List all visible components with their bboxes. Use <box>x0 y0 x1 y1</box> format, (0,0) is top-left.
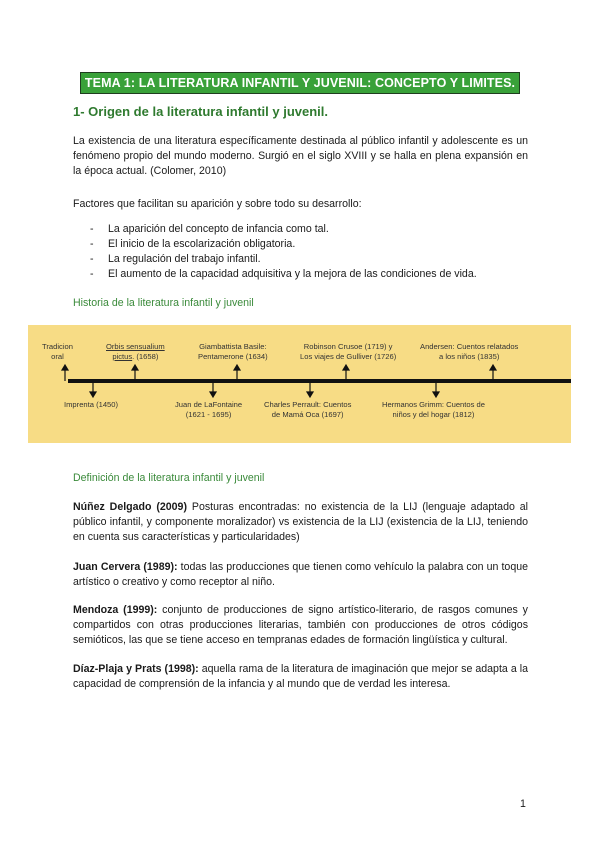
definition-text: todas las producciones que tienen como vehículo la palabra con un toque artístico o creativo y como receptor al niño. <box>73 561 528 588</box>
tick-down-head <box>210 392 216 397</box>
definition-mendoza <box>73 603 528 648</box>
tick-up-head <box>343 365 349 370</box>
definition-diaz-plaja <box>73 662 528 692</box>
event-line: Charles Perrault: Cuentos <box>264 400 352 409</box>
list-item <box>90 222 530 237</box>
event-line: Pentamerone (1634) <box>198 352 268 361</box>
page-number: 1 <box>520 798 526 810</box>
event-line <box>106 352 165 362</box>
section-heading-origen: 1- Origen de la literatura infantil y juvenil. <box>73 104 329 119</box>
definition-text: aquella rama de la literatura de imaginación que mejor se adapta a la capacidad de comprensión de la infancia y al mundo que de verdad les interesa. <box>73 663 528 690</box>
definition-author: Mendoza (1999): <box>73 604 158 616</box>
factor-text: El aumento de la capacidad adquisitiva y la mejora de las condiciones de vida. <box>108 268 477 280</box>
event-line: oral <box>51 352 64 361</box>
timeline-event-lafontaine <box>175 400 242 420</box>
tick-down-head <box>433 392 439 397</box>
intro-paragraph: La existencia de una literatura específicamente destinada al público infantil y adolescente es un fenómeno propio del mundo moderno. Surgió en el siglo XVIII y se halla en plena expansión en la época actual. (Colomer, 2010) <box>73 135 528 177</box>
definition-author: Juan Cervera (1989): <box>73 561 178 573</box>
list-marker: - <box>90 253 94 265</box>
event-line: de Mamá Oca (1697) <box>271 410 344 419</box>
list-marker: - <box>90 268 94 280</box>
definition-author: Núñez Delgado (2009) <box>73 501 187 513</box>
event-line: Robinson Crusoe (1719) y <box>303 342 393 351</box>
event-line: Imprenta (1450) <box>64 400 119 409</box>
factors-intro: Factores que facilitan su aparición y sobre todo su desarrollo: <box>73 198 362 210</box>
list-marker: - <box>90 238 94 250</box>
timeline-event-basile <box>198 342 268 362</box>
event-line: niños y del hogar (1812) <box>392 410 475 419</box>
factor-text: El inicio de la escolarización obligatoria. <box>108 238 296 250</box>
event-line-part: . (1658) <box>132 352 159 361</box>
event-line: a los niños (1835) <box>438 352 500 361</box>
definition-heading: Definición de la literatura infantil y juvenil <box>73 472 265 484</box>
factor-text: La regulación del trabajo infantil. <box>108 253 261 265</box>
title-wrap <box>0 72 600 94</box>
definition-author: Díaz-Plaja y Prats (1998): <box>73 663 199 675</box>
list-item <box>90 237 530 252</box>
history-timeline <box>28 325 571 443</box>
factors-list <box>90 222 530 282</box>
list-item <box>90 267 530 282</box>
timeline-event-grimm <box>382 400 485 420</box>
timeline-event-orbis <box>106 342 165 362</box>
tick-up-head <box>490 365 496 370</box>
event-line: Hermanos Grimm: Cuentos de <box>382 400 485 409</box>
definition-cervera <box>73 560 528 590</box>
timeline-event-imprenta <box>64 400 118 410</box>
definition-nunez <box>73 500 528 545</box>
history-heading: Historia de la literatura infantil y juvenil <box>73 297 254 309</box>
tick-down-head <box>90 392 96 397</box>
timeline-event-tradicion <box>42 342 73 362</box>
timeline-event-robinson <box>300 342 396 362</box>
timeline-event-perrault <box>264 400 351 420</box>
definition-text: Posturas encontradas: no existencia de la LIJ (lenguaje adaptado al público infantil, y componente moralizador) vs existencia de la LIJ (existencia de la LIJ, teniendo en cuenta sus características y particularidades) <box>73 501 528 543</box>
factor-text: La aparición del concepto de infancia como tal. <box>108 223 329 235</box>
document-title: TEMA 1: LA LITERATURA INFANTIL Y JUVENIL: CONCEPTO Y LIMITES. <box>80 72 520 94</box>
tick-up-head <box>234 365 240 370</box>
event-line: Giambattista Basile: <box>199 342 267 351</box>
tick-up-head <box>132 365 138 370</box>
list-marker: - <box>90 223 94 235</box>
timeline-event-andersen <box>420 342 518 362</box>
tick-down-head <box>307 392 313 397</box>
tick-up-head <box>62 365 68 370</box>
event-line: Orbis sensualium <box>106 342 165 351</box>
event-line-part: pictus <box>112 352 133 361</box>
event-line: Andersen: Cuentos relatados <box>420 342 519 351</box>
event-line: Juan de LaFontaine <box>175 400 243 409</box>
event-line: Los viajes de Gulliver (1726) <box>300 352 397 361</box>
event-line: Tradicion <box>42 342 73 351</box>
list-item <box>90 252 530 267</box>
definition-text: conjunto de producciones de signo artístico-literario, de rasgos comunes y compartidos con otras producciones literarias, también con producciones de otros códigos semióticos, las que se tiene acceso en tempranas edades de formación lingüística y cultural. <box>73 604 528 646</box>
event-line: (1621 - 1695) <box>185 410 232 419</box>
